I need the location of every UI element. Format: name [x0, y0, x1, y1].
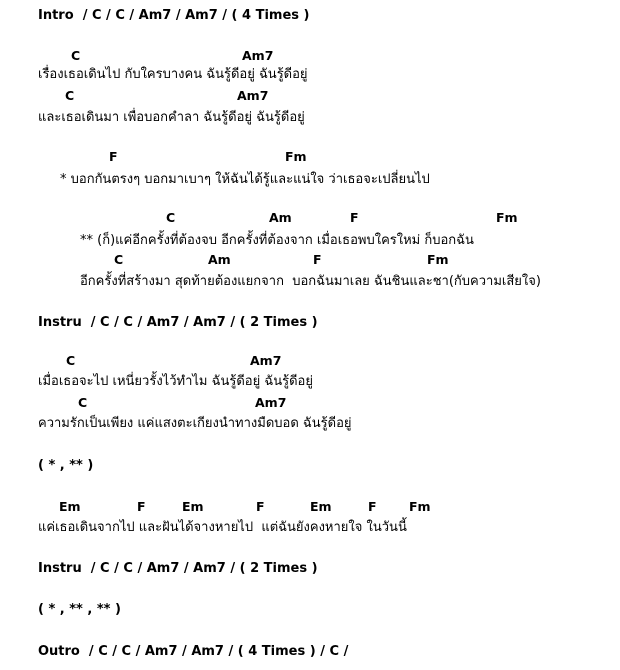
chord: Fm — [409, 499, 431, 514]
lyric-line: เมื่อเธอจะไป เหนี่ยวรั้งไว้ทำไม ฉันรู้ดีอยู่ ฉันรู้ดีอยู่ — [38, 374, 313, 389]
chord: Fm — [285, 149, 307, 164]
chord: C — [71, 48, 81, 63]
chord: F — [109, 149, 118, 164]
chord: Fm — [427, 252, 449, 267]
chord: F — [350, 210, 359, 225]
chord: C — [166, 210, 176, 225]
chord: F — [256, 499, 265, 514]
chord: C — [65, 88, 75, 103]
chord: C — [78, 395, 88, 410]
lyric-line: เรื่องเธอเดินไป กับใครบางคน ฉันรู้ดีอยู่ ฉันรู้ดีอยู่ — [38, 67, 308, 82]
chord: C — [114, 252, 124, 267]
chord: F — [137, 499, 146, 514]
chord: Am7 — [250, 353, 282, 368]
chord: Am7 — [242, 48, 274, 63]
chord: Em — [59, 499, 81, 514]
lyric-line: ความรักเป็นเพียง แค่แสงตะเกียงนำทางมืดบอด ฉันรู้ดีอยู่ — [38, 416, 352, 431]
chord: Am7 — [255, 395, 287, 410]
instru-line: Instru / C / C / Am7 / Am7 / ( 2 Times ) — [38, 561, 318, 576]
lyric-line: และเธอเดินมา เพื่อบอกคำลา ฉันรู้ดีอยู่ ฉันรู้ดีอยู่ — [38, 110, 305, 125]
chord: Em — [310, 499, 332, 514]
lyric-line: * บอกกันตรงๆ บอกมาเบาๆ ให้ฉันได้รู้และแน่ใจ ว่าเธอจะเปลี่ยนไป — [60, 172, 430, 187]
chord: Am7 — [237, 88, 269, 103]
intro-line: Intro / C / C / Am7 / Am7 / ( 4 Times ) — [38, 8, 310, 23]
chord: Em — [182, 499, 204, 514]
lyric-line: แค่เธอเดินจากไป และฝันได้จางหายไป แต่ฉันยังคงหายใจ ในวันนี้ — [38, 520, 407, 535]
lyric-line: อีกครั้งที่สร้างมา สุดท้ายต้องแยกจาก บอกฉันมาเลย ฉันชินและชา(กับความเสียใจ) — [80, 274, 541, 289]
chord: Fm — [496, 210, 518, 225]
repeat-marker: ( * , ** , ** ) — [38, 602, 121, 617]
chord: F — [368, 499, 377, 514]
instru-line: Instru / C / C / Am7 / Am7 / ( 2 Times ) — [38, 315, 318, 330]
repeat-marker: ( * , ** ) — [38, 458, 94, 473]
outro-line: Outro / C / C / Am7 / Am7 / ( 4 Times ) / C / — [38, 644, 349, 659]
lyric-line: ** (ก็)แค่อีกครั้งที่ต้องจบ อีกครั้งที่ต้องจาก เมื่อเธอพบใครใหม่ ก็บอกฉัน — [80, 233, 474, 248]
chord: C — [66, 353, 76, 368]
chord: Am — [208, 252, 231, 267]
chord: F — [313, 252, 322, 267]
chord: Am — [269, 210, 292, 225]
